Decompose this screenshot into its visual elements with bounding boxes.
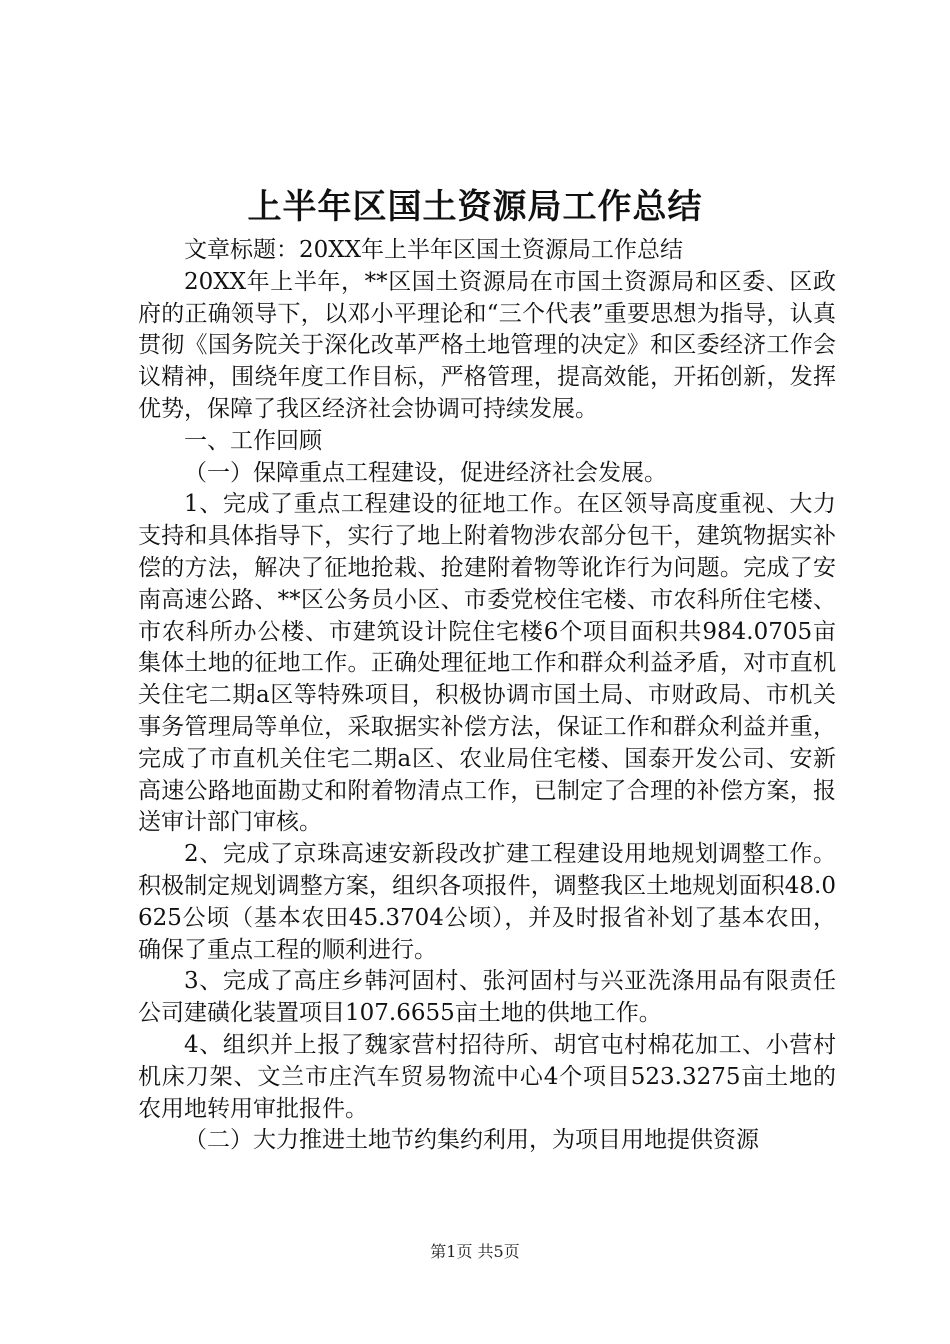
paragraph-item-3: 3、完成了高庄乡韩河固村、张河固村与兴亚洗涤用品有限责任公司建磺化装置项目107.6655亩土地的供地工作。 [138,968,836,1027]
paragraph-item-4: 4、组织并上报了魏家营村招待所、胡官屯村棉花加工、小营村机床刀架、文兰市庄汽车贸易物流中心4个项目523.3275亩土地的农用地转用审批报件。 [138,1031,836,1122]
section-heading-review: 一、工作回顾 [184,427,322,454]
document-title: 上半年区国土资源局工作总结 [247,187,703,227]
paragraph-item-2: 2、完成了京珠高速安新段改扩建工程建设用地规划调整工作。积极制定规划调整方案，组织各项报件，调整我区土地规划面积48.0625公顷（基本农田45.3704公顷），并及时报省补划了基本农田，确保了重点工程的顺利进行。 [138,841,836,963]
paragraph-item-1: 1、完成了重点工程建设的征地工作。在区领导高度重视、大力支持和具体指导下，实行了地上附着物涉农部分包干，建筑物据实补偿的方法，解决了征地抢栽、抢建附着物等讹诈行为问题。完成了安南高速公路、**区公务员小区、市委党校住宅楼、市农科所住宅楼、市农科所办公楼、市建筑设计院住宅楼6个项目面积共984.0705亩集体土地的征地工作。正确处理征地工作和群众利益矛盾，对市直机关住宅二期a区等特殊项目，积极协调市国土局、市财政局、市机关事务管理局等单位，采取据实补偿方法，保证工作和群众利益并重，完成了市直机关住宅二期a区、农业局住宅楼、国泰开发公司、安新高速公路地面勘丈和附着物清点工作，已制定了合理的补偿方案，报送审计部门审核。 [138,491,836,836]
paragraph-intro: 20XX年上半年，**区国土资源局在市国土资源局和区委、区政府的正确领导下，以邓小平理论和“三个代表”重要思想为指导，认真贯彻《国务院关于深化改革严格土地管理的决定》和区委经济工作会议精神，围绕年度工作目标，严格管理，提高效能，开拓创新，发挥优势，保障了我区经济社会协调可持续发展。 [138,268,836,422]
subsection-heading-2: （二）大力推进土地节约集约利用，为项目用地提供资源 [184,1127,759,1154]
paragraph-article-title: 文章标题：20XX年上半年区国土资源局工作总结 [184,237,684,263]
page-number-footer: 第1页 共5页 [430,1242,520,1261]
document-body [138,235,836,1157]
subsection-heading-1: （一）保障重点工程建设，促进经济社会发展。 [184,459,667,486]
